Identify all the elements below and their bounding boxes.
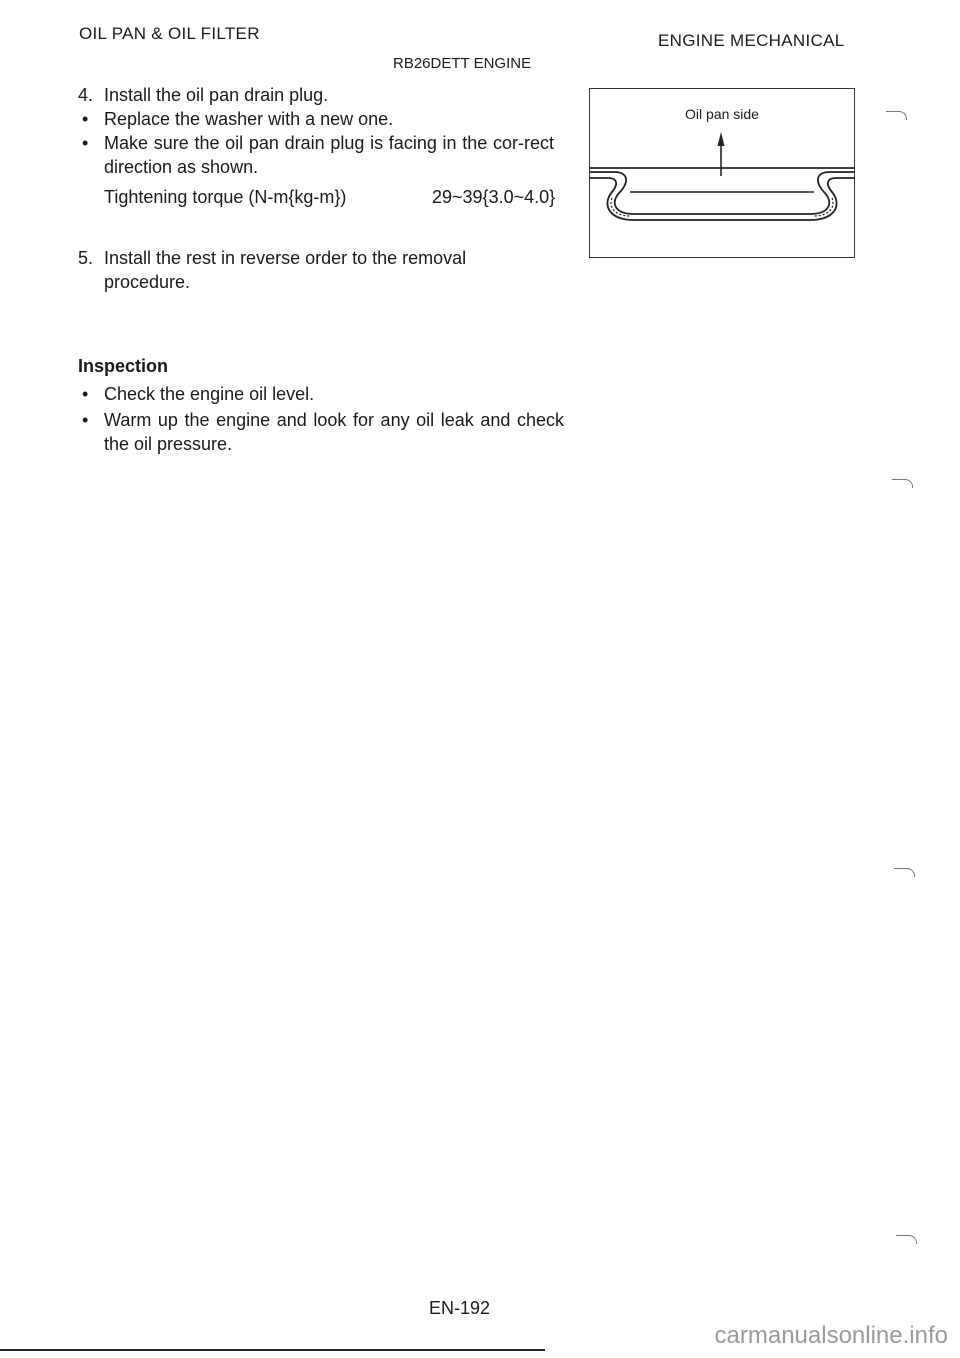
bullet-text: Check the engine oil level.: [104, 384, 315, 404]
arrow-up-icon: [718, 132, 725, 176]
inspection-list: [78, 382, 568, 456]
drain-plug-diagram: [590, 88, 854, 258]
spec-value: 29~39{3.0~4.0}: [432, 187, 556, 207]
list-item: [78, 408, 568, 456]
scan-mark: [894, 868, 915, 877]
bullet-icon: •: [82, 410, 89, 430]
figure-label: Oil pan side: [685, 106, 759, 122]
bullet-text: Warm up the engine and look for any oil leak and check the oil pressure.: [104, 410, 564, 454]
inspection-title: Inspection: [78, 356, 169, 376]
step-4: [78, 83, 568, 209]
section-header: OIL PAN & OIL FILTER: [79, 24, 260, 43]
bullet-text: Make sure the oil pan drain plug is facing in the cor-rect direction as shown.: [104, 133, 554, 177]
scan-mark: [886, 111, 907, 120]
step-text: Install the rest in reverse order to the removal procedure.: [104, 248, 467, 292]
step-number: 4.: [78, 85, 94, 105]
bullet-icon: •: [82, 133, 89, 153]
drain-plug-figure: [589, 88, 855, 258]
bullet-icon: •: [82, 384, 89, 404]
bullet-text: Replace the washer with a new one.: [104, 109, 394, 129]
bullet-icon: •: [82, 109, 89, 129]
engine-subheader: RB26DETT ENGINE: [393, 55, 532, 72]
spec-label: Tightening torque (N-m{kg-m}): [104, 187, 347, 207]
step-text: Install the oil pan drain plug.: [104, 85, 329, 105]
step-5: [78, 246, 568, 294]
step-number: 5.: [78, 248, 94, 268]
list-item: [78, 131, 568, 179]
page-number: EN-192: [429, 1298, 491, 1318]
torque-spec: [104, 185, 568, 209]
list-item: [78, 107, 568, 131]
chapter-header: ENGINE MECHANICAL: [658, 31, 845, 50]
list-item: [78, 382, 568, 406]
scan-mark: [892, 479, 913, 488]
footer-rule: [0, 1349, 545, 1351]
scan-mark: [896, 1235, 917, 1244]
drain-plug-profile-icon: [590, 168, 854, 220]
watermark: carmanualsonline.info: [714, 1322, 948, 1349]
